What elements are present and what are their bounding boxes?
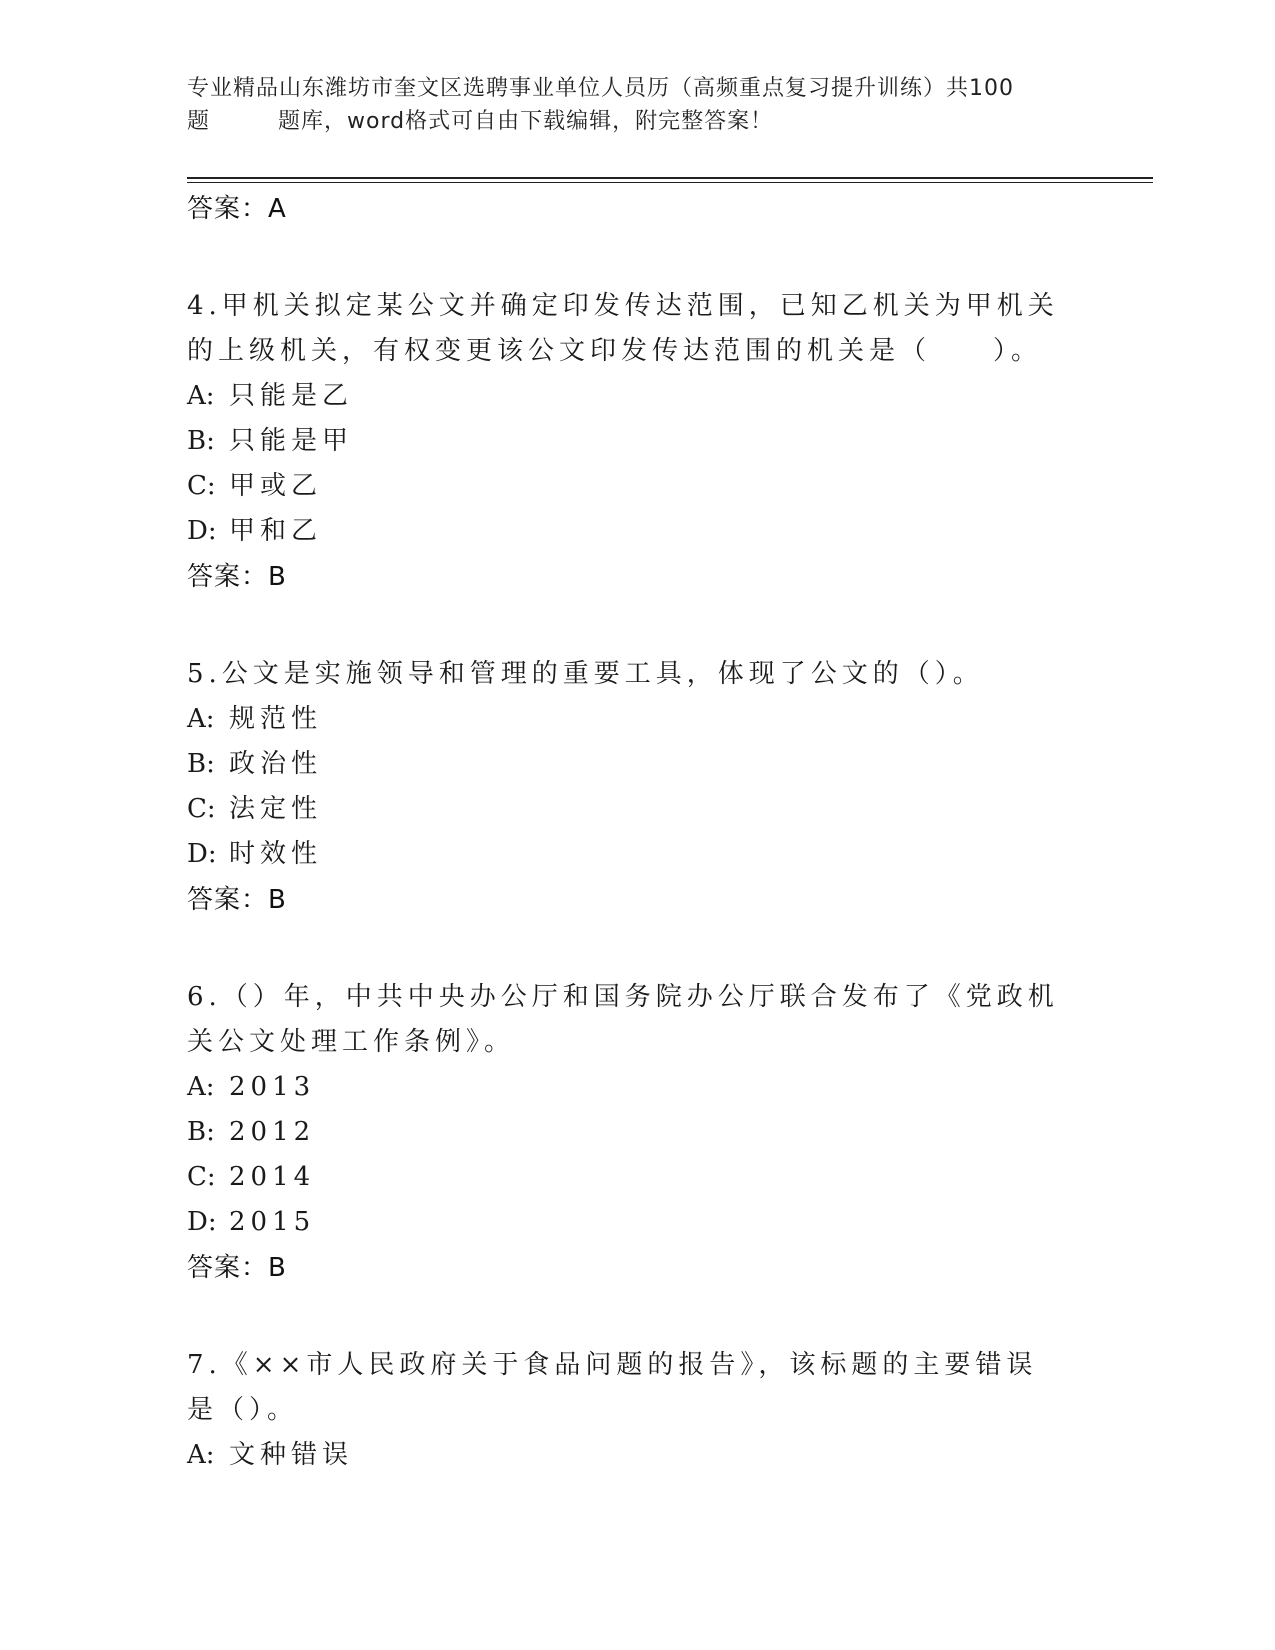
option-key: C: (187, 1162, 216, 1192)
option-text: 政治性 (229, 749, 323, 779)
question-stem: 7.《××市人民政府关于食品问题的报告》，该标题的主要错误是（）。 (187, 1350, 1038, 1425)
option-text: 法定性 (229, 794, 323, 824)
option-b (187, 419, 1067, 464)
option-key: C: (187, 794, 216, 824)
header-divider-thick (187, 177, 1153, 179)
option-a (187, 1433, 1067, 1478)
header-title-line2 (187, 105, 1087, 138)
option-text: 文种错误 (229, 1440, 354, 1470)
option-c (187, 464, 1067, 509)
option-d (187, 1200, 1067, 1245)
answer-label: 答案：A (187, 194, 287, 224)
option-text: 时效性 (229, 839, 323, 869)
header-divider-thin (187, 182, 1153, 183)
header-title-line1: 专业精品山东潍坊市奎文区选聘事业单位人员历（高频重点复习提升训练）共100 (187, 76, 1014, 101)
option-key: D: (187, 839, 217, 869)
page-header (187, 72, 1087, 138)
option-text: 只能是甲 (229, 426, 354, 456)
option-c (187, 1155, 1067, 1200)
option-a (187, 1065, 1067, 1110)
option-text: 规范性 (229, 704, 323, 734)
question-stem: 6.（）年，中共中央办公厅和国务院办公厅联合发布了《党政机关公文处理工作条例》。 (187, 982, 1059, 1057)
option-text: 2015 (229, 1207, 316, 1237)
option-text: 甲和乙 (229, 516, 323, 546)
option-a (187, 697, 1067, 742)
question-stem: 4.甲机关拟定某公文并确定印发传达范围，已知乙机关为甲机关的上级机关，有权变更该公文印发传达范围的机关是（ ）。 (187, 291, 1059, 366)
header-title-line2-left: 题 (187, 109, 211, 134)
option-key: D: (187, 516, 217, 546)
question-7 (187, 1343, 1067, 1478)
option-b (187, 1110, 1067, 1155)
question-6 (187, 975, 1067, 1291)
question-4 (187, 284, 1067, 600)
option-key: A: (187, 381, 215, 411)
option-key: D: (187, 1207, 217, 1237)
document-body (187, 186, 1067, 1478)
answer-label: 答案：B (187, 1253, 287, 1283)
option-text: 2014 (229, 1162, 316, 1192)
option-text: 只能是乙 (229, 381, 354, 411)
option-key: B: (187, 1117, 215, 1147)
option-b (187, 742, 1067, 787)
option-c (187, 787, 1067, 832)
option-a (187, 374, 1067, 419)
question-stem: 5.公文是实施领导和管理的重要工具，体现了公文的（）。 (187, 659, 984, 689)
option-text: 2012 (229, 1117, 316, 1147)
option-d (187, 832, 1067, 877)
option-key: A: (187, 1072, 215, 1102)
option-key: A: (187, 704, 215, 734)
option-text: 甲或乙 (229, 471, 323, 501)
option-key: A: (187, 1440, 215, 1470)
option-text: 2013 (229, 1072, 316, 1102)
option-key: B: (187, 426, 215, 456)
option-d (187, 509, 1067, 554)
option-key: C: (187, 471, 216, 501)
option-key: B: (187, 749, 215, 779)
answer-label: 答案：B (187, 562, 287, 592)
answer-label: 答案：B (187, 885, 287, 915)
header-title-line2-right: 题库，word格式可自由下载编辑，附完整答案！ (278, 109, 774, 134)
question-5 (187, 652, 1067, 923)
